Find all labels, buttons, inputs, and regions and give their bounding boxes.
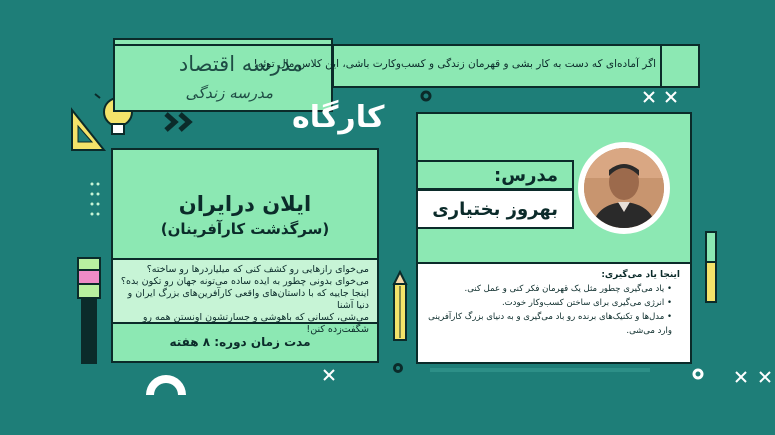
course-description [113, 258, 377, 335]
instructor-photo [584, 148, 664, 228]
instructor-label: مدرس: [494, 165, 558, 186]
ring-icon [422, 92, 430, 100]
course-description-line: اینجا جاییه که با داستان‌های واقعی کارآفرین‌های بزرگ ایران و دنیا آشنا [127, 288, 369, 311]
course-title: ایلان درایران [178, 192, 312, 216]
side-ruler-icon [706, 232, 716, 302]
marker-icon [78, 258, 100, 364]
list-item: • انرژی می‌گیری برای ساختن کسب‌وکار خودت. [418, 296, 672, 310]
learning-outcomes [418, 262, 690, 362]
decor-divider [430, 368, 650, 372]
ring-icon [694, 370, 702, 378]
logo-secondary-text: مدرسه زندگی [185, 84, 273, 102]
list-item: • یاد می‌گیری چطور مثل یک قهرمان فکر کنی و عمل کنی. [418, 282, 672, 296]
ring-icon [395, 365, 402, 372]
half-circle-icon [146, 375, 186, 395]
course-description-line: می‌شی، کسانی که باهوشی و جسارتشون اونستن همه رو شگفت‌زده کنن! [142, 312, 369, 335]
course-description-line: می‌خوای بدونی چطور به ایده ساده می‌تونه جهان رو تکون بده؟ [120, 276, 369, 287]
instructor-name-box [416, 189, 574, 229]
learning-heading: اینجا یاد می‌گیری: [601, 270, 680, 280]
avatar-icon [584, 148, 664, 228]
triangle-ruler-icon [72, 110, 104, 150]
course-duration: مدت زمان دوره: ۸ هفته [169, 335, 311, 349]
pencil-icon [394, 272, 406, 340]
instructor-label-box [416, 160, 574, 190]
instructor-name: بهروز بختیاری [432, 199, 558, 220]
course-subtitle: (سرگذشت کارآفرینان) [160, 220, 330, 238]
page-title: کارگاه [292, 100, 385, 135]
course-description-line: می‌خوای رازهایی رو کشف کنی که میلیاردرها رو ساخته؟ [146, 264, 369, 275]
double-chevron-icon [166, 114, 189, 130]
learning-list [418, 282, 684, 338]
logo-primary-text: مدرسه اقتصاد [178, 52, 303, 76]
tagline-text: اگر آماده‌ای که دست به کار بشی و قهرمان زندگی و کسب‌وکارت باشی، این کلاس مال توئه! [253, 58, 656, 70]
banner-icon-box [660, 44, 700, 88]
dot-grid-icon [91, 183, 100, 216]
list-item: • مدل‌ها و تکنیک‌های برنده رو باد می‌گیری و به دنیای بزرگ کارآفرینی وارد می‌شی. [418, 310, 672, 338]
tagline-banner [253, 44, 666, 88]
